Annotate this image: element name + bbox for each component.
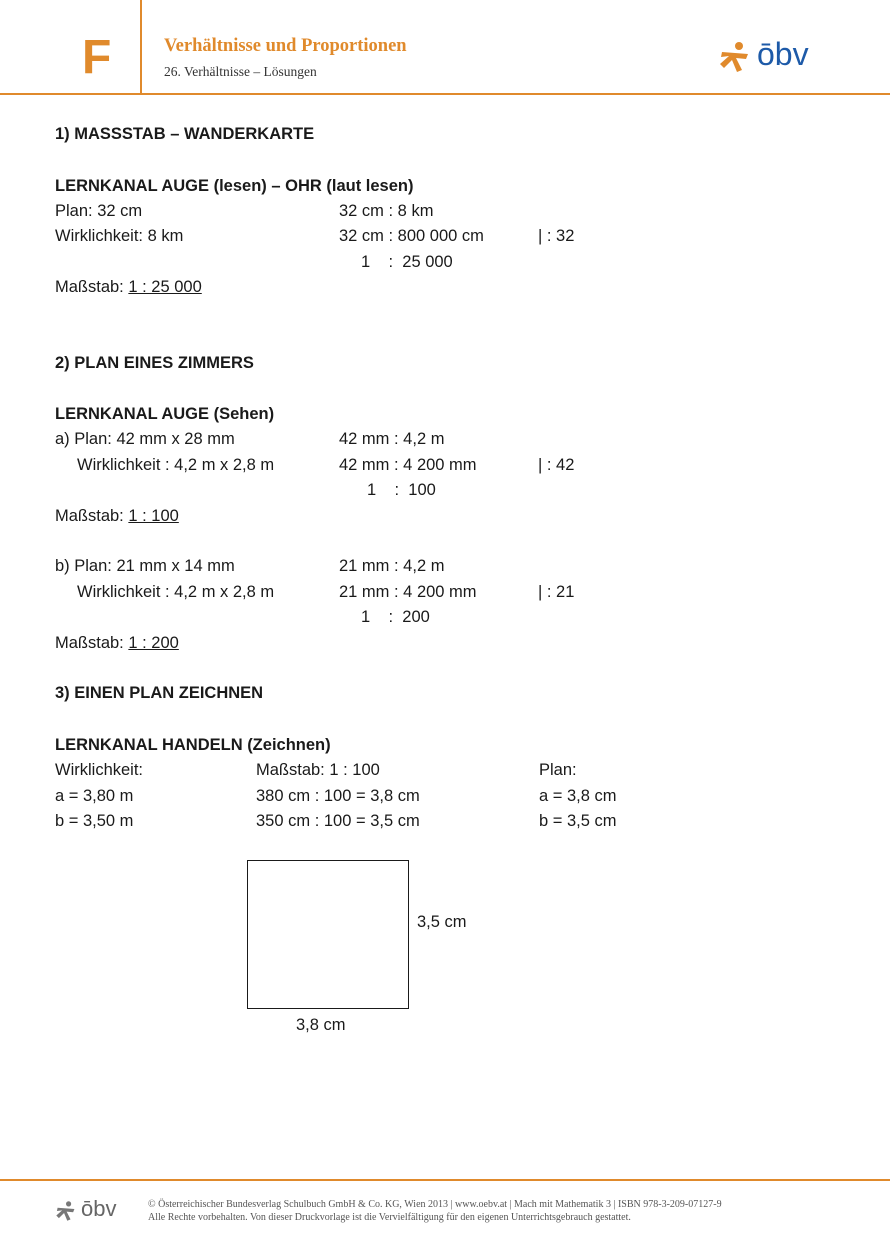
footer-divider bbox=[0, 1179, 890, 1181]
room-plan-height-label: 3,5 cm bbox=[417, 913, 467, 931]
s2a-row2-mid: 42 mm : 4 200 mm bbox=[339, 456, 477, 474]
s2b-scale bbox=[55, 633, 179, 653]
footer-logo-text: ōbv bbox=[81, 1196, 117, 1221]
s3-row2-plan: b = 3,5 cm bbox=[539, 812, 617, 830]
s3-row2-reality: b = 3,50 m bbox=[55, 812, 134, 830]
footer-logo bbox=[55, 1198, 135, 1224]
obv-star-icon bbox=[55, 1200, 77, 1222]
footer-rights: Alle Rechte vorbehalten. Von dieser Druckvorlage ist die Vervielfältigung für den eigenen Unterrichtsgebrauch gestattet. bbox=[148, 1212, 631, 1223]
s3-col-header-plan: Plan: bbox=[539, 761, 577, 779]
s1-row2-left: Wirklichkeit: 8 km bbox=[55, 227, 184, 245]
header-divider-vertical bbox=[140, 0, 142, 94]
s2a-row2-right: | : 42 bbox=[538, 456, 575, 474]
s2b-row3-mid: 1 : 200 bbox=[361, 608, 430, 626]
chapter-letter: F bbox=[82, 31, 112, 84]
s1-scale bbox=[55, 277, 202, 297]
s2a-row2-left: Wirklichkeit : 4,2 m x 2,8 m bbox=[77, 456, 275, 474]
section3-heading: 3) EINEN PLAN ZEICHNEN bbox=[55, 684, 264, 702]
s3-col-header-reality: Wirklichkeit: bbox=[55, 761, 144, 779]
s2b-scale-value: 1 : 200 bbox=[128, 634, 179, 652]
page-subtitle: 26. Verhältnisse – Lösungen bbox=[164, 64, 317, 79]
s2a-row1-left: a) Plan: 42 mm x 28 mm bbox=[55, 430, 235, 448]
s3-col-header-scale: Maßstab: 1 : 100 bbox=[256, 761, 380, 779]
s2a-scale-value: 1 : 100 bbox=[128, 507, 179, 525]
s1-scale-label: Maßstab: bbox=[55, 278, 129, 296]
s1-scale-value: 1 : 25 000 bbox=[128, 278, 202, 296]
publisher-logo bbox=[718, 38, 828, 78]
s2b-row2-left: Wirklichkeit : 4,2 m x 2,8 m bbox=[77, 583, 275, 601]
section1-subheading: LERNKANAL AUGE (lesen) – OHR (laut lesen) bbox=[55, 177, 414, 195]
obv-star-icon bbox=[718, 40, 752, 74]
s2a-scale bbox=[55, 506, 179, 526]
s1-row1-left: Plan: 32 cm bbox=[55, 202, 143, 220]
s2a-row3-mid: 1 : 100 bbox=[367, 481, 436, 499]
s2a-row1-mid: 42 mm : 4,2 m bbox=[339, 430, 445, 448]
s2b-row2-mid: 21 mm : 4 200 mm bbox=[339, 583, 477, 601]
s2b-row1-left: b) Plan: 21 mm x 14 mm bbox=[55, 557, 235, 575]
s1-row1-mid: 32 cm : 8 km bbox=[339, 202, 434, 220]
s2b-scale-label: Maßstab: bbox=[55, 634, 129, 652]
s3-row1-plan: a = 3,8 cm bbox=[539, 787, 617, 805]
s1-row2-mid: 32 cm : 800 000 cm bbox=[339, 227, 484, 245]
room-plan-rectangle bbox=[247, 860, 409, 1009]
header-divider bbox=[0, 93, 890, 95]
s1-row3-mid: 1 : 25 000 bbox=[361, 253, 453, 271]
footer-copyright: © Österreichischer Bundesverlag Schulbuch GmbH & Co. KG, Wien 2013 | www.oebv.at | Mach mit Mathematik 3 | ISBN 978-3-209-07127-9 bbox=[148, 1199, 722, 1210]
s3-row2-calc: 350 cm : 100 = 3,5 cm bbox=[256, 812, 420, 830]
s3-row1-calc: 380 cm : 100 = 3,8 cm bbox=[256, 787, 420, 805]
publisher-logo-text: ōbv bbox=[757, 36, 809, 72]
section3-subheading: LERNKANAL HANDELN (Zeichnen) bbox=[55, 736, 331, 754]
room-plan-width-label: 3,8 cm bbox=[296, 1016, 346, 1034]
s1-row2-right: | : 32 bbox=[538, 227, 575, 245]
page-title: Verhältnisse und Proportionen bbox=[164, 36, 407, 56]
section1-heading: 1) MASSSTAB – WANDERKARTE bbox=[55, 125, 315, 143]
s2b-row2-right: | : 21 bbox=[538, 583, 575, 601]
section2-heading: 2) PLAN EINES ZIMMERS bbox=[55, 354, 254, 372]
section2-subheading: LERNKANAL AUGE (Sehen) bbox=[55, 405, 275, 423]
s3-row1-reality: a = 3,80 m bbox=[55, 787, 134, 805]
s2b-row1-mid: 21 mm : 4,2 m bbox=[339, 557, 445, 575]
s2a-scale-label: Maßstab: bbox=[55, 507, 129, 525]
